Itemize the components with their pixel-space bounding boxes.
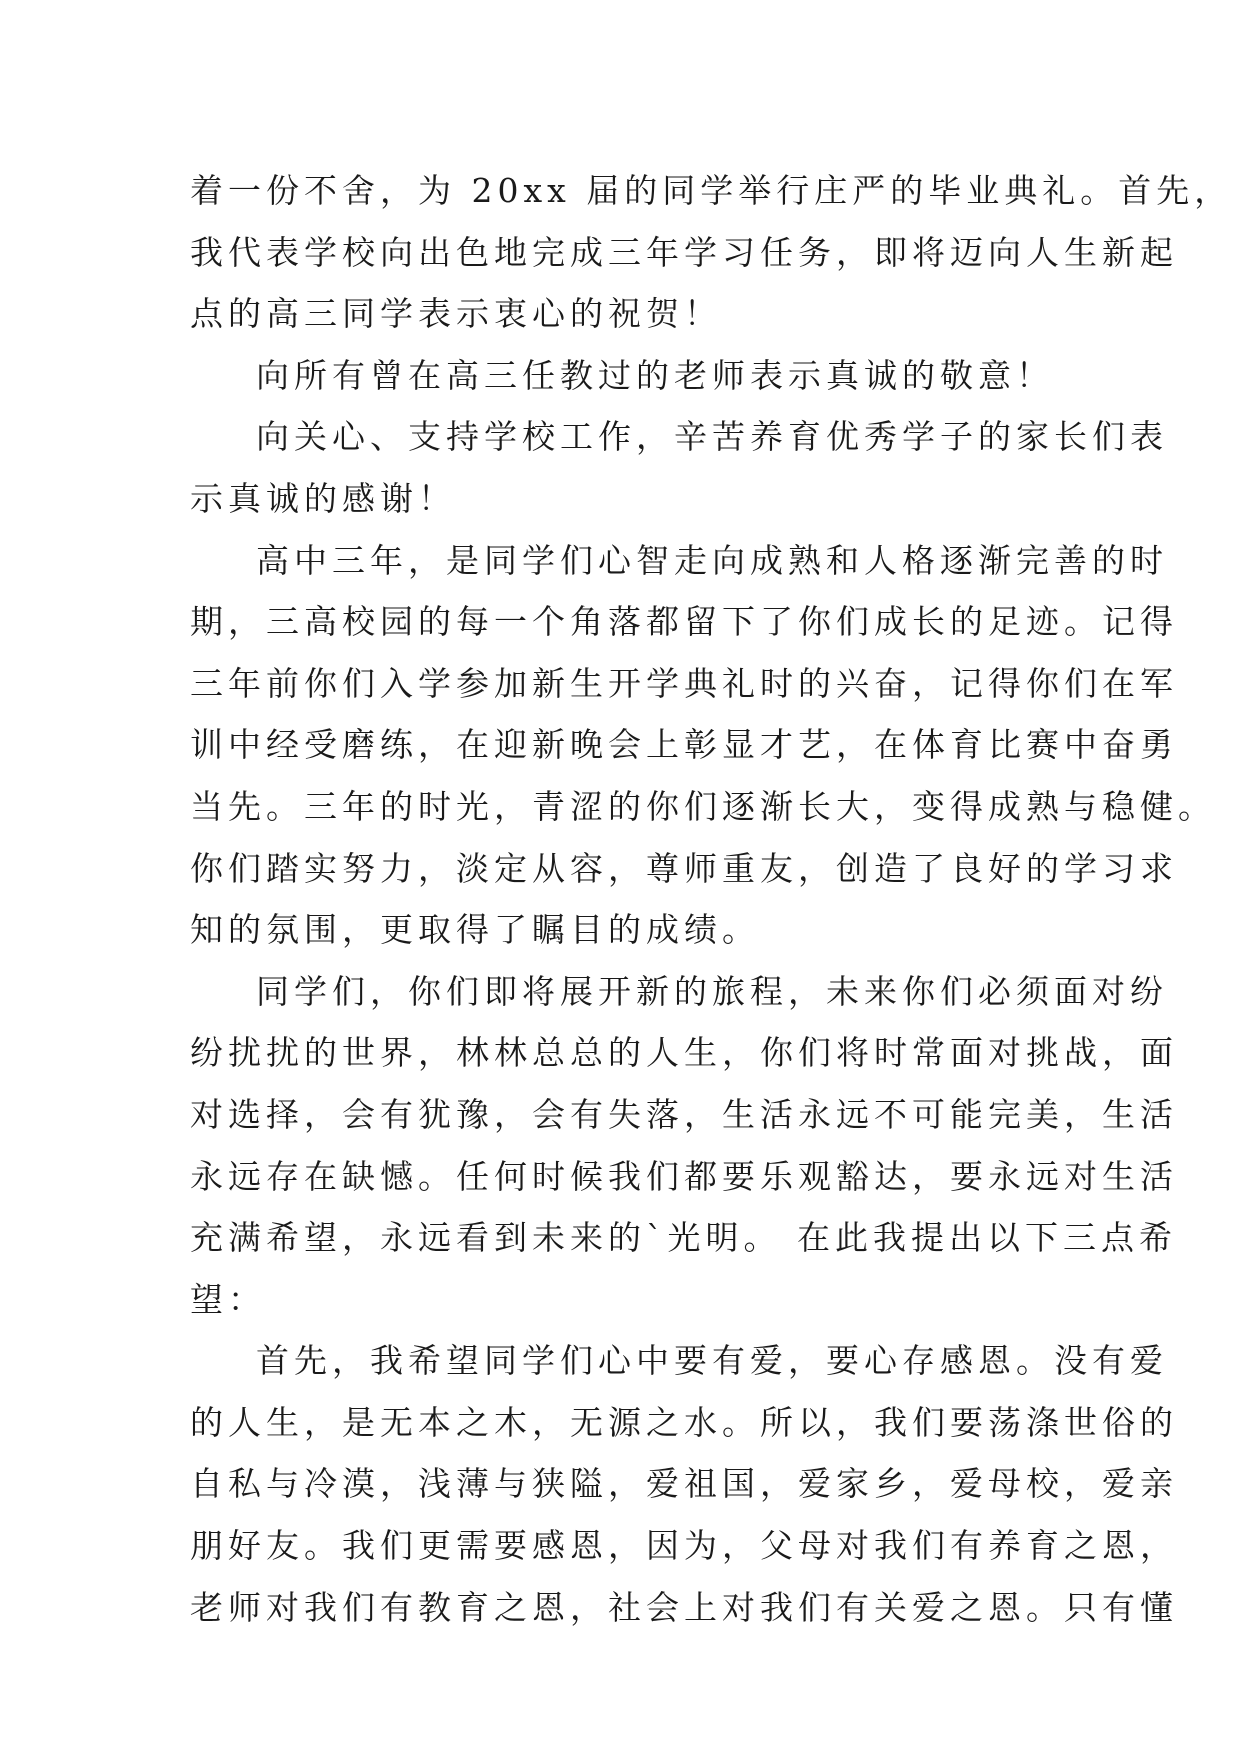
text-line: 三年前你们入学参加新生开学典礼时的兴奋，记得你们在军 — [190, 663, 1178, 703]
text-line: 纷扰扰的世界，林林总总的人生，你们将时常面对挑战，面 — [190, 1033, 1178, 1073]
text-line: 自私与冷漠，浅薄与狭隘，爱祖国，爱家乡，爱母校，爱亲 — [190, 1464, 1178, 1504]
text-line: 的人生，是无本之木，无源之水。所以，我们要荡涤世俗的 — [190, 1402, 1178, 1442]
text-line: 点的高三同学表示衷心的祝贺！ — [190, 294, 722, 334]
text-line: 向所有曾在高三任教过的老师表示真诚的敬意！ — [256, 355, 1054, 395]
text-line: 当先。三年的时光，青涩的你们逐渐长大，变得成熟与稳健。 — [190, 786, 1216, 826]
document-body — [190, 160, 1233, 1638]
text-line: 首先，我希望同学们心中要有爱，要心存感恩。没有爱 — [256, 1341, 1168, 1381]
text-line: 同学们，你们即将展开新的旅程，未来你们必须面对纷 — [256, 971, 1168, 1011]
text-line: 朋好友。我们更需要感恩，因为，父母对我们有养育之恩， — [190, 1526, 1178, 1566]
text-line: 我代表学校向出色地完成三年学习任务，即将迈向人生新起 — [190, 232, 1178, 272]
text-line: 向关心、支持学校工作，辛苦养育优秀学子的家长们表 — [256, 417, 1168, 457]
text-line: 高中三年，是同学们心智走向成熟和人格逐渐完善的时 — [256, 540, 1168, 580]
text-line: 训中经受磨练，在迎新晚会上彰显才艺，在体育比赛中奋勇 — [190, 725, 1178, 765]
text-line: 永远存在缺憾。任何时候我们都要乐观豁达，要永远对生活 — [190, 1156, 1178, 1196]
text-line: 知的氛围，更取得了瞩目的成绩。 — [190, 910, 760, 950]
text-line: 示真诚的感谢！ — [190, 478, 456, 518]
text-line: 期，三高校园的每一个角落都留下了你们成长的足迹。记得 — [190, 602, 1178, 642]
text-line: 老师对我们有教育之恩，社会上对我们有关爱之恩。只有懂 — [190, 1587, 1178, 1627]
text-line: 充满希望，永远看到未来的`光明。 在此我提出以下三点希 — [190, 1218, 1177, 1258]
text-line: 你们踏实努力，淡定从容，尊师重友，创造了良好的学习求 — [190, 848, 1178, 888]
text-line: 着一份不舍，为 20xx 届的同学举行庄严的毕业典礼。首先， — [190, 171, 1233, 210]
text-line: 望： — [190, 1279, 266, 1319]
text-line: 对选择，会有犹豫，会有失落，生活永远不可能完美，生活 — [190, 1094, 1178, 1134]
